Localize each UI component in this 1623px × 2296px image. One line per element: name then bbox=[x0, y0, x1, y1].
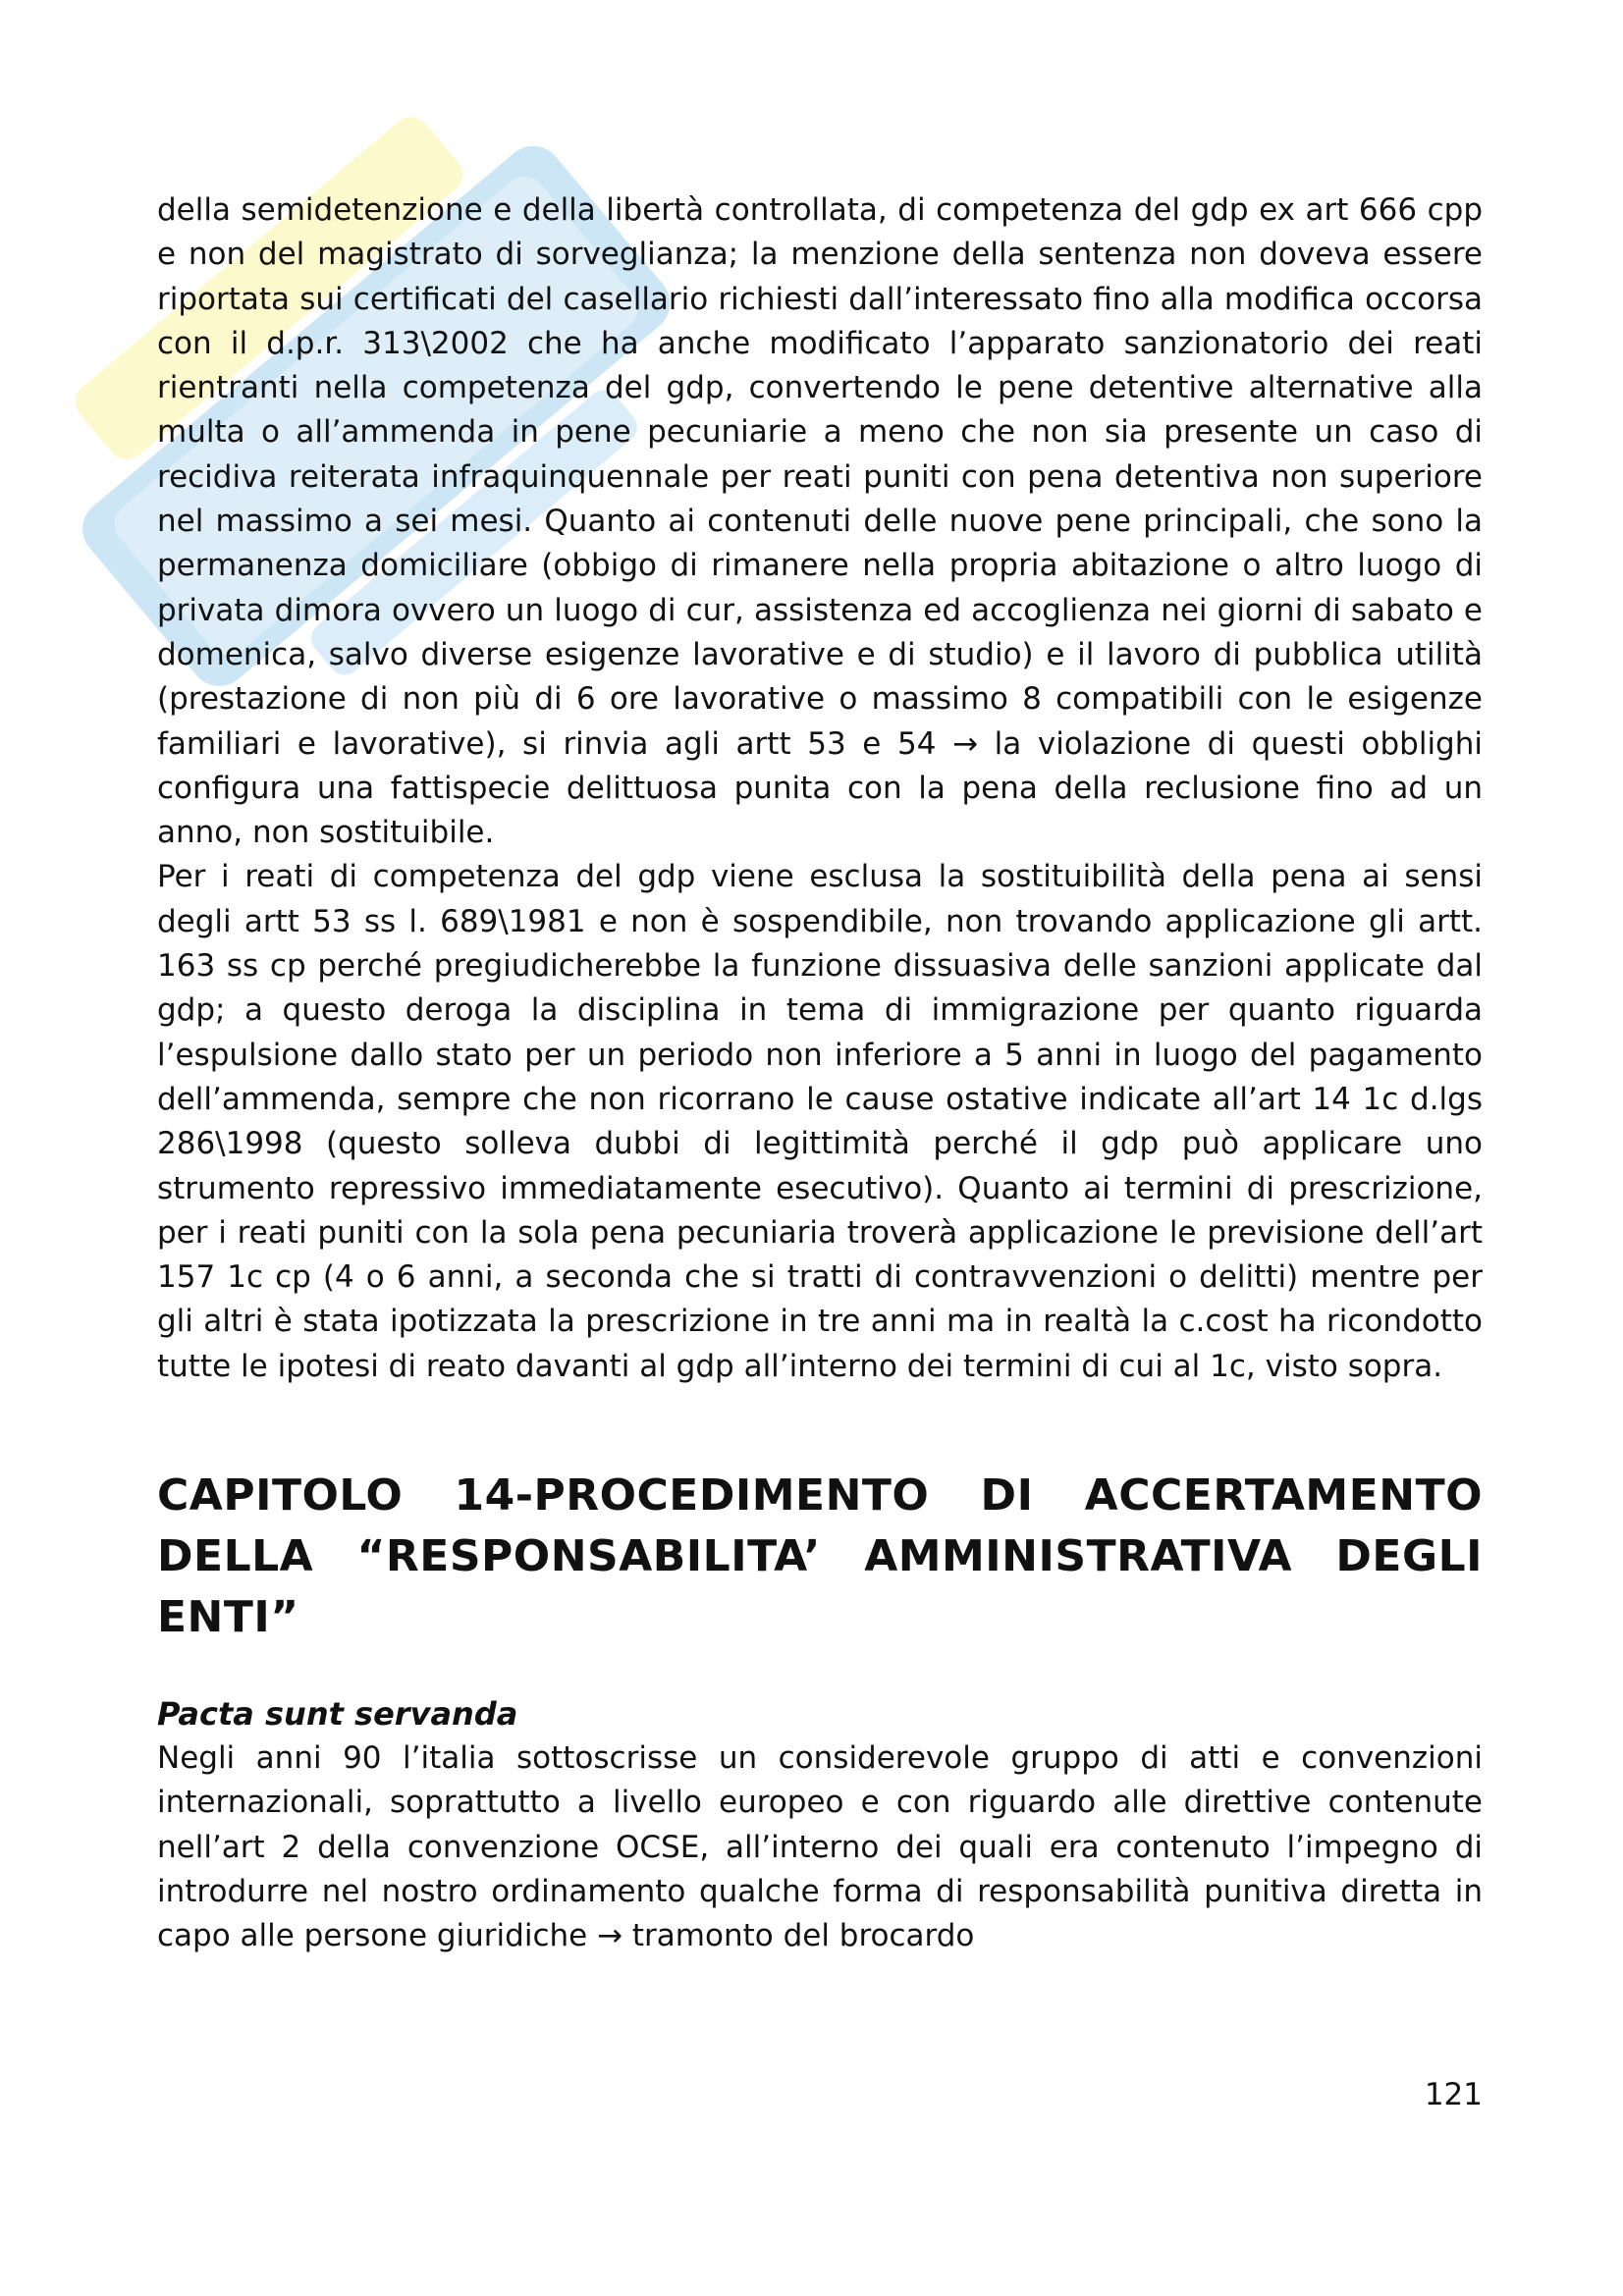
page-number: 121 bbox=[1424, 2077, 1483, 2112]
chapter-title: CAPITOLO 14-PROCEDIMENTO DI ACCERTAMENTO DELLA “RESPONSABILITA’ AMMINISTRATIVA DEGLI ENTI” bbox=[157, 1470, 1483, 1643]
document-page bbox=[157, 188, 1483, 1959]
body-paragraph-3: Negli anni 90 l’italia sottoscrisse un considerevole gruppo di atti e convenzioni internazionali, soprattutto a livello europeo e con riguardo alle direttive contenute nell’art 2 della convenzione OCSE, all’interno dei quali era contenuto l’impegno di introdurre nel nostro ordinamento qualche forma di responsabilità punitiva diretta in capo alle persone giuridiche → tramonto del brocardo bbox=[157, 1740, 1483, 1954]
body-paragraph-2: Per i reati di competenza del gdp viene esclusa la sostituibilità della pena ai sensi degli artt 53 ss l. 689\1981 e non è sospendibile, non trovando applicazione gli artt. 163 ss cp perché pregiudicherebbe la funzione dissuasiva delle sanzioni applicate dal gdp; a questo deroga la disciplina in tema di immigrazione per quanto riguarda l’espulsione dallo stato per un periodo non inferiore a 5 anni in luogo del pagamento dell’ammenda, sempre che non ricorrano le cause ostative indicate all’art 14 1c d.lgs 286\1998 (questo solleva dubbi di legittimità perché il gdp può applicare uno strumento repressivo immediatamente esecutivo). Quanto ai termini di prescrizione, per i reati puniti con la sola pena pecuniaria troverà applicazione le previsione dell’art 157 1c cp (4 o 6 anni, a seconda che si tratti di contravvenzioni o delitti) mentre per gli altri è stata ipotizzata la prescrizione in tre anni ma in realtà la c.cost ha ricondotto tutte le ipotesi di reato davanti al gdp all’interno dei termini di cui al 1c, visto sopra. bbox=[157, 859, 1483, 1384]
section-title: Pacta sunt servanda bbox=[157, 1695, 518, 1734]
body-paragraph-1: della semidetenzione e della libertà controllata, di competenza del gdp ex art 666 cpp e non del magistrato di sorveglianza; la menzione della sentenza non doveva essere riportata sui certificati del casellario richiesti dall’interessato fino alla modifica occorsa con il d.p.r. 313\2002 che ha anche modificato l’apparato sanzionatorio dei reati rientranti nella competenza del gdp, convertendo le pene detentive alternative alla multa o all’ammenda in pene pecuniarie a meno che non sia presente un caso di recidiva reiterata infraquinquennale per reati puniti con pena detentiva non superiore nel massimo a sei mesi. Quanto ai contenuti delle nuove pene principali, che sono la permanenza domiciliare (obbigo di rimanere nella propria abitazione o altro luogo di privata dimora ovvero un luogo di cur, assistenza ed accoglienza nei giorni di sabato e domenica, salvo diverse esigenze lavorative e di studio) e il lavoro di pubblica utilità (prestazione di non più di 6 ore lavorative o massimo 8 compatibili con le esigenze familiari e lavorative), si rinvia agli artt 53 e 54 → la violazione di questi obblighi configura una fattispecie delittuosa punita con la pena della reclusione fino ad un anno, non sostituibile. bbox=[157, 192, 1483, 851]
